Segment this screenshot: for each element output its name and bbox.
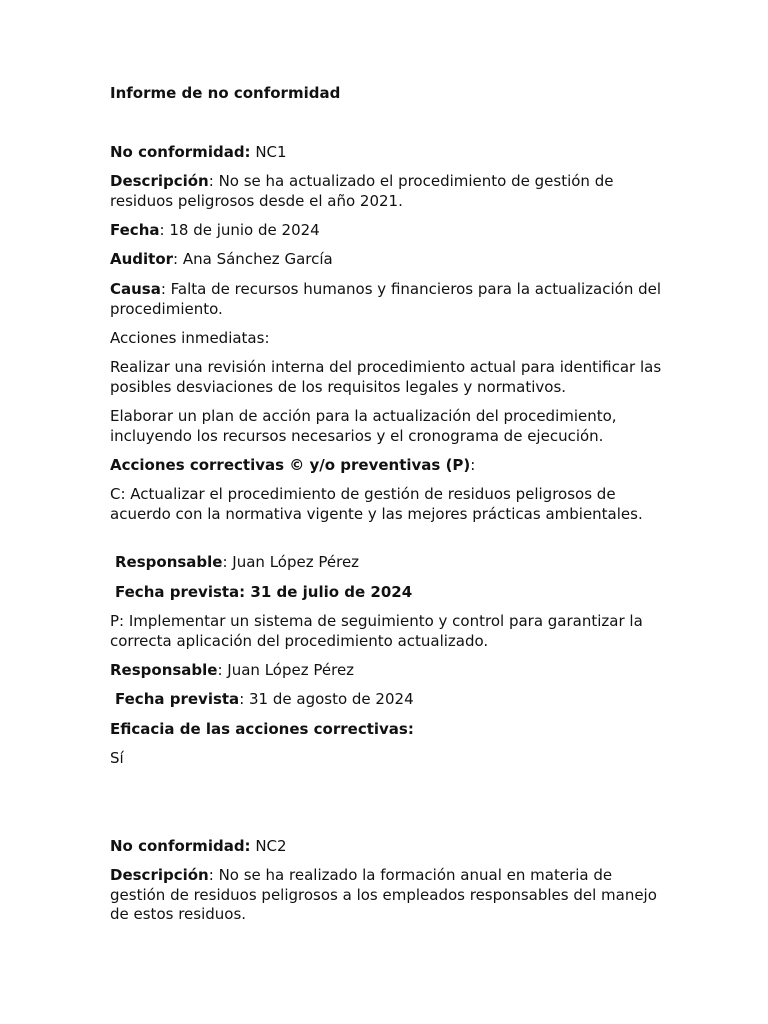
document-title: Informe de no conformidad <box>110 84 341 102</box>
nc1-description: Descripción: No se ha actualizado el procedimiento de gestión de residuos peligrosos desde el año 2021. <box>110 172 614 210</box>
nc1-preventive-action: P: Implementar un sistema de seguimiento y control para garantizar la correcta aplicación del procedimiento actualizado. <box>110 612 643 650</box>
nc1-date: Fecha: 18 de junio de 2024 <box>110 221 320 239</box>
nc1-immediate-action-1: Realizar una revisión interna del procedimiento actual para identificar las posibles desviaciones de los requisitos legales y normativos. <box>110 358 662 396</box>
nc1-planned-date-1: Fecha prevista: 31 de julio de 2024 <box>115 583 413 601</box>
nc1-responsible-2: Responsable: Juan López Pérez <box>110 661 355 679</box>
nc1-corrective-action: C: Actualizar el procedimiento de gestión de residuos peligrosos de acuerdo con la normativa vigente y las mejores prácticas ambientales. <box>110 485 643 523</box>
nc1-immediate-action-2: Elaborar un plan de acción para la actualización del procedimiento, incluyendo los recursos necesarios y el cronograma de ejecución. <box>110 407 617 445</box>
nc1-planned-date-2: Fecha prevista: 31 de agosto de 2024 <box>115 690 414 708</box>
nc1-effectiveness-heading: Eficacia de las acciones correctivas: <box>110 720 414 738</box>
nc1-cause: Causa: Falta de recursos humanos y financieros para la actualización del procedimiento. <box>110 280 662 318</box>
nc1-corrective-heading: Acciones correctivas © y/o preventivas (P): <box>110 456 476 474</box>
nc2-id: No conformidad: NC2 <box>110 837 287 855</box>
nc1-immediate-actions-heading: Acciones inmediatas: <box>110 329 270 347</box>
nc1-effectiveness-value: Sí <box>110 749 124 767</box>
nc2-description: Descripción: No se ha realizado la formación anual en materia de gestión de residuos peligrosos a los empleados responsables del manejo de estos residuos. <box>110 866 657 923</box>
nc1-id: No conformidad: NC1 <box>110 143 287 161</box>
nc1-responsible-1: Responsable: Juan López Pérez <box>115 553 360 571</box>
nc1-auditor: Auditor: Ana Sánchez García <box>110 250 333 268</box>
